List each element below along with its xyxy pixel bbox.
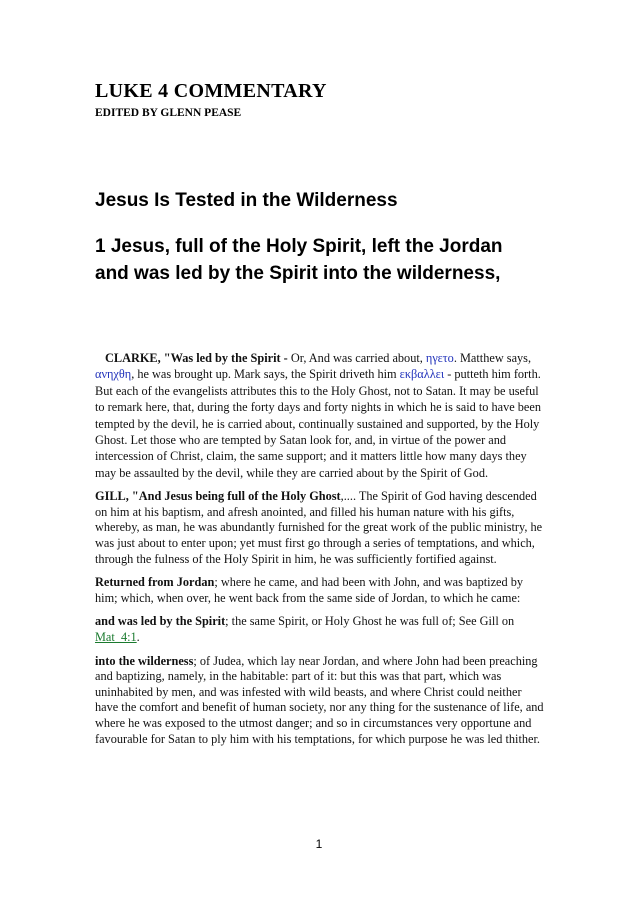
verse-text: [95, 233, 555, 287]
led-text-1: ; the same Spirit, or Holy Ghost he was full of; See Gill on: [225, 614, 515, 629]
returned-text: ; where he came, and had been with John, and was baptized by him; which, when over, he went back from the same side of Jordan, to which he came:: [95, 575, 524, 605]
gill-text: ,.... The Spirit of God having descended on him at his baptism, and afresh anointed, and filled his human nature with his gifts, whereby, as man, he was abundantly furnished for the great work of the public ministry, he was just about to enter upon; yet must first go through a series of temptations, and which, through the fulness of the Holy Spirit in him, he was sufficiently fortified against.: [95, 489, 543, 566]
greek-word-1: ηγετο: [425, 351, 454, 365]
clarke-text-4: - putteth him forth. But each of the evangelists attributes this to the Holy Ghost, not to Satan. It may be useful to remark here, that, during the forty days and forty nights in which he is said to have been tempted by the devil, he is carried about, continually sustained and supported, by the Holy Ghost. Let those who are tempted by Satan look for, and, in virtue of the power and intercession of Christ, claim, the same support; and it matters little how many days they may be assaulted by the devil, while they are carried about by the Spirit of God.: [95, 367, 541, 480]
gill-paragraph: [95, 489, 546, 567]
clarke-text-1: Or, And was carried about,: [287, 351, 426, 365]
returned-label: Returned from Jordan: [95, 575, 215, 590]
clarke-paragraph: [95, 350, 546, 481]
clarke-text-3: , he was brought up. Mark says, the Spirit driveth him: [131, 367, 400, 382]
document-subtitle: EDITED BY GLENN PEASE: [95, 107, 242, 119]
clarke-text-2: . Matthew says,: [453, 351, 532, 365]
greek-word-3: εκβαλλει: [399, 367, 445, 382]
led-label: and was led by the Spirit: [95, 614, 226, 629]
clarke-label: CLARKE, "Was led by the Spirit -: [105, 351, 288, 365]
scripture-link[interactable]: Mat_4:1: [95, 630, 137, 644]
document-title: LUKE 4 COMMENTARY: [95, 80, 327, 102]
wilderness-text: ; of Judea, which lay near Jordan, and where John had been preaching and baptizing, namely, in the habitable: part of it: but this was that part, which was uninhabited by men, and was infested with wild beasts, and where Christ could neither have the comfort and benefit of human society, nor any thing for the sustenance of life, and where he was exposed to the utmost danger; and so in circumstances very opportune and favourable for Satan to ply him with his temptations, for which purpose he was led thither.: [95, 653, 544, 746]
page-number: 1: [315, 837, 323, 851]
gill-label: GILL, "And Jesus being full of the Holy Ghost: [95, 489, 341, 504]
wilderness-label: into the wilderness: [95, 653, 194, 668]
wilderness-paragraph: [95, 654, 546, 748]
greek-word-2: ανηχθη: [95, 367, 132, 382]
verse-line-2: and was led by the Spirit into the wilderness,: [95, 263, 501, 284]
led-text-2: .: [136, 630, 140, 644]
commentary-body: [95, 350, 546, 755]
verse-line-1: 1 Jesus, full of the Holy Spirit, left the Jordan: [95, 236, 503, 257]
returned-paragraph: [95, 575, 546, 606]
section-heading: Jesus Is Tested in the Wilderness: [95, 190, 398, 211]
led-paragraph: [95, 614, 546, 645]
